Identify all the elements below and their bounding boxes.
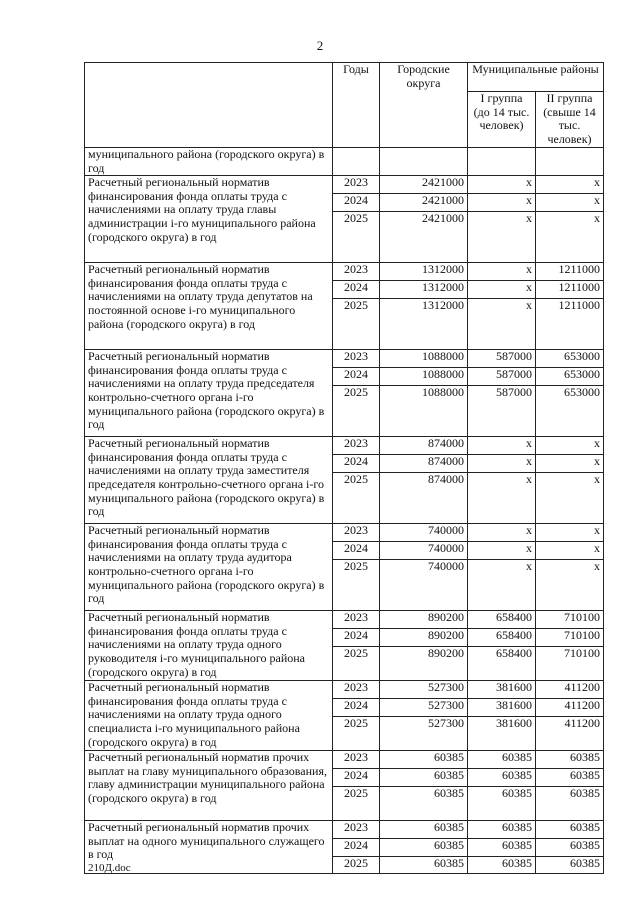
row-group2-value: x	[536, 473, 604, 524]
row-group1-value: x	[468, 560, 536, 611]
row-group2-value: 1211000	[536, 299, 604, 350]
row-year: 2024	[333, 542, 380, 560]
header-urban: Городские округа	[380, 63, 468, 148]
table-row	[85, 524, 604, 542]
row-group1-value: 60385	[468, 769, 536, 787]
row-description: Расчетный региональный норматив финансирования фонда оплаты труда с начислениями на оплату труда одного руководителя i-го муниципального района (городского округа) в год	[85, 611, 333, 681]
row-urban-value: 60385	[380, 821, 468, 839]
table-row	[85, 611, 604, 629]
row-group1-value: 60385	[468, 787, 536, 821]
row-description: Расчетный региональный норматив финансирования фонда оплаты труда с начислениями на оплату труда одного специалиста i-го муниципального района (городского округа) в год	[85, 681, 333, 751]
continuation-text: муниципального района (городского округа) в год	[85, 148, 333, 176]
row-urban-value: 60385	[380, 839, 468, 857]
row-year: 2023	[333, 681, 380, 699]
row-description: Расчетный региональный норматив прочих выплат на одного муниципального служащего в год	[85, 821, 333, 874]
row-urban-value: 527300	[380, 717, 468, 751]
row-year: 2023	[333, 437, 380, 455]
row-year: 2023	[333, 176, 380, 194]
row-group2-value: 411200	[536, 681, 604, 699]
row-year: 2024	[333, 769, 380, 787]
row-urban-value: 890200	[380, 611, 468, 629]
row-urban-value: 1312000	[380, 299, 468, 350]
row-description: Расчетный региональный норматив финансирования фонда оплаты труда с начислениями на оплату труда председателя контрольно-счетного органа i-го муниципального района (городского округа) в год	[85, 350, 333, 437]
row-year: 2023	[333, 524, 380, 542]
row-urban-value: 2421000	[380, 176, 468, 194]
row-description: Расчетный региональный норматив финансирования фонда оплаты труда с начислениями на оплату труда аудитора контрольно-счетного органа i-го муниципального района (городского округа) в год	[85, 524, 333, 611]
continuation-empty-g2	[536, 148, 604, 176]
row-group1-value: x	[468, 299, 536, 350]
row-group1-value: 587000	[468, 386, 536, 437]
row-description: Расчетный региональный норматив финансирования фонда оплаты труда с начислениями на оплату труда депутатов на постоянной основе i-го муниципального района (городского округа) в год	[85, 263, 333, 350]
row-urban-value: 60385	[380, 787, 468, 821]
table-row	[85, 176, 604, 194]
table-row	[85, 350, 604, 368]
row-year: 2024	[333, 699, 380, 717]
continuation-empty-years	[333, 148, 380, 176]
row-year: 2023	[333, 263, 380, 281]
table-header-row	[85, 63, 604, 92]
row-urban-value: 2421000	[380, 194, 468, 212]
row-year: 2025	[333, 647, 380, 681]
row-group1-value: x	[468, 263, 536, 281]
row-year: 2024	[333, 194, 380, 212]
row-group1-value: 658400	[468, 611, 536, 629]
row-group1-value: x	[468, 194, 536, 212]
row-urban-value: 740000	[380, 524, 468, 542]
row-urban-value: 60385	[380, 857, 468, 874]
row-year: 2023	[333, 751, 380, 769]
row-urban-value: 740000	[380, 542, 468, 560]
row-year: 2024	[333, 281, 380, 299]
row-year: 2024	[333, 455, 380, 473]
row-group2-value: 60385	[536, 769, 604, 787]
row-urban-value: 1088000	[380, 368, 468, 386]
norms-table	[84, 62, 604, 874]
row-year: 2024	[333, 629, 380, 647]
row-urban-value: 60385	[380, 769, 468, 787]
row-description: Расчетный региональный норматив прочих выплат на главу муниципального образования, главу администрации муниципального района (городского округа) в год	[85, 751, 333, 821]
row-year: 2025	[333, 473, 380, 524]
row-group2-value: 710100	[536, 629, 604, 647]
row-group1-value: 60385	[468, 857, 536, 874]
row-group1-value: 587000	[468, 350, 536, 368]
row-group2-value: 60385	[536, 787, 604, 821]
table-row	[85, 751, 604, 769]
row-year: 2025	[333, 299, 380, 350]
row-year: 2023	[333, 611, 380, 629]
row-group2-value: x	[536, 560, 604, 611]
row-urban-value: 740000	[380, 560, 468, 611]
row-group1-value: x	[468, 281, 536, 299]
row-group2-value: 411200	[536, 717, 604, 751]
table-row	[85, 681, 604, 699]
row-group1-value: 381600	[468, 717, 536, 751]
row-group2-value: 1211000	[536, 263, 604, 281]
row-group2-value: 710100	[536, 611, 604, 629]
row-urban-value: 527300	[380, 699, 468, 717]
row-group2-value: x	[536, 194, 604, 212]
row-year: 2024	[333, 839, 380, 857]
row-group2-value: x	[536, 437, 604, 455]
row-group2-value: 60385	[536, 857, 604, 874]
row-group2-value: 653000	[536, 386, 604, 437]
row-group1-value: 587000	[468, 368, 536, 386]
table-row	[85, 821, 604, 839]
header-years: Годы	[333, 63, 380, 148]
row-group2-value: 1211000	[536, 281, 604, 299]
row-urban-value: 1312000	[380, 281, 468, 299]
row-urban-value: 1088000	[380, 350, 468, 368]
row-group2-value: 60385	[536, 839, 604, 857]
row-year: 2025	[333, 787, 380, 821]
row-year: 2023	[333, 821, 380, 839]
row-year: 2025	[333, 717, 380, 751]
row-urban-value: 874000	[380, 437, 468, 455]
page-number: 2	[316, 38, 324, 53]
row-group1-value: x	[468, 437, 536, 455]
row-year: 2023	[333, 350, 380, 368]
row-group2-value: 653000	[536, 350, 604, 368]
continuation-empty-g1	[468, 148, 536, 176]
header-description	[85, 63, 333, 148]
row-group1-value: 60385	[468, 751, 536, 769]
row-urban-value: 890200	[380, 647, 468, 681]
table-row	[85, 437, 604, 455]
row-description: Расчетный региональный норматив финансирования фонда оплаты труда с начислениями на оплату труда заместителя председателя контрольно-счетного органа i-го муниципального района (городского округа) в год	[85, 437, 333, 524]
row-urban-value: 1088000	[380, 386, 468, 437]
row-urban-value: 527300	[380, 681, 468, 699]
row-year: 2025	[333, 212, 380, 263]
row-group1-value: 60385	[468, 821, 536, 839]
row-year: 2025	[333, 560, 380, 611]
row-group2-value: 60385	[536, 751, 604, 769]
row-group1-value: x	[468, 542, 536, 560]
row-urban-value: 874000	[380, 473, 468, 524]
row-description: Расчетный региональный норматив финансирования фонда оплаты труда с начислениями на оплату труда главы администрации i-го муниципального района (городского округа) в год	[85, 176, 333, 263]
row-urban-value: 2421000	[380, 212, 468, 263]
row-group1-value: x	[468, 455, 536, 473]
row-group2-value: 60385	[536, 821, 604, 839]
table-row	[85, 263, 604, 281]
header-group2: II группа (свыше 14 тыс. человек)	[536, 92, 604, 148]
row-urban-value: 890200	[380, 629, 468, 647]
row-group1-value: 658400	[468, 629, 536, 647]
row-year: 2024	[333, 368, 380, 386]
row-year: 2025	[333, 857, 380, 874]
row-group1-value: 381600	[468, 681, 536, 699]
row-urban-value: 1312000	[380, 263, 468, 281]
row-year: 2025	[333, 386, 380, 437]
continuation-empty-urban	[380, 148, 468, 176]
row-urban-value: 874000	[380, 455, 468, 473]
row-group1-value: x	[468, 473, 536, 524]
row-group1-value: 381600	[468, 699, 536, 717]
row-group1-value: x	[468, 212, 536, 263]
row-group1-value: 658400	[468, 647, 536, 681]
row-group2-value: x	[536, 455, 604, 473]
row-group2-value: x	[536, 212, 604, 263]
row-group2-value: x	[536, 542, 604, 560]
header-municipal: Муниципальные районы	[468, 63, 604, 92]
continuation-row	[85, 148, 604, 176]
row-group1-value: x	[468, 176, 536, 194]
header-group1: I группа (до 14 тыс. человек)	[468, 92, 536, 148]
row-group2-value: x	[536, 524, 604, 542]
row-group2-value: x	[536, 176, 604, 194]
row-group1-value: 60385	[468, 839, 536, 857]
row-urban-value: 60385	[380, 751, 468, 769]
row-group2-value: 653000	[536, 368, 604, 386]
row-group2-value: 411200	[536, 699, 604, 717]
footer-filename: 210Д.doc	[88, 862, 131, 874]
row-group2-value: 710100	[536, 647, 604, 681]
row-group1-value: x	[468, 524, 536, 542]
